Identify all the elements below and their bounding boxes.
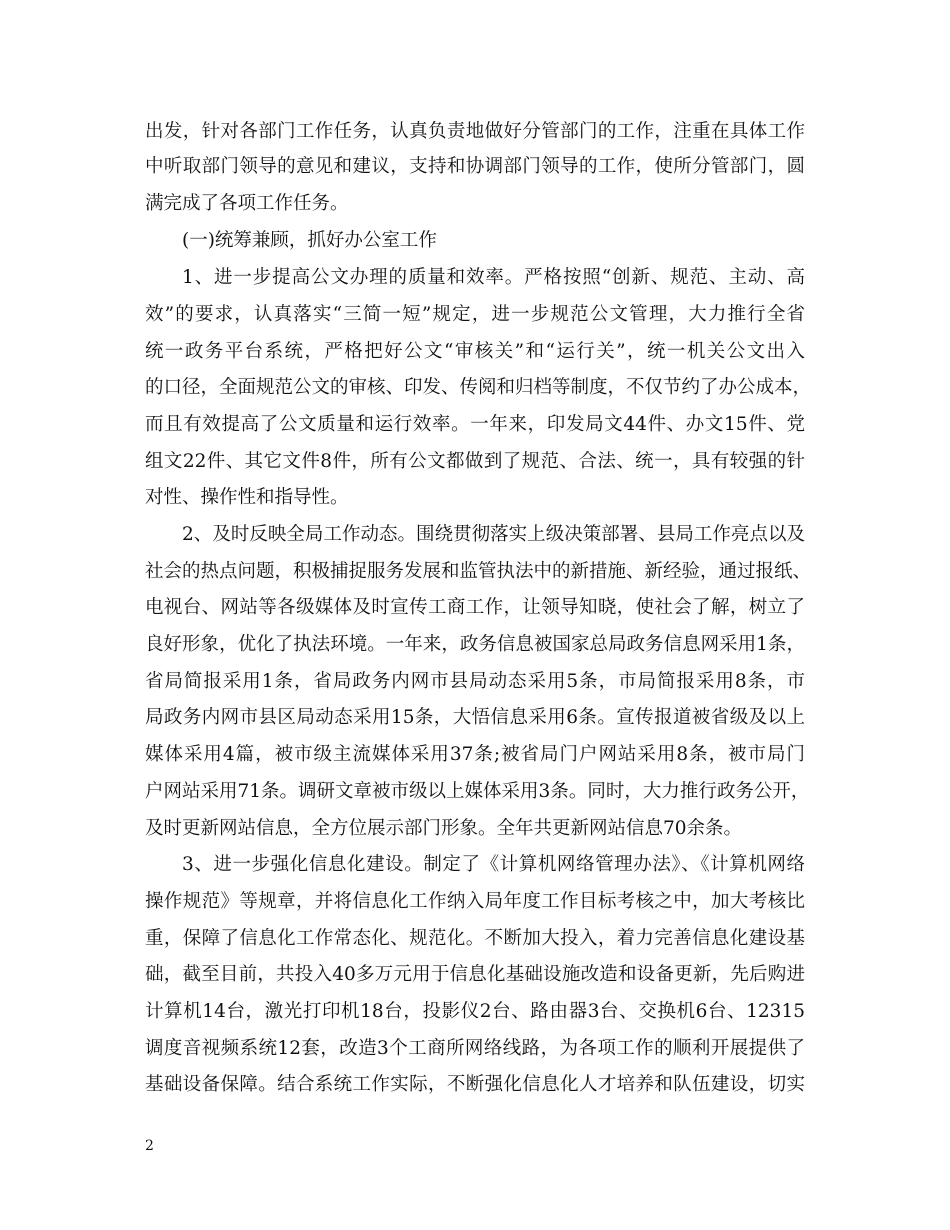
text-line: 效”的要求，认真落实“三简一短”规定，进一步规范公文管理，大力推行全省 (145, 304, 805, 325)
text-line: 统一政务平台系统，严格把好公文“审核关”和“运行关”，统一机关公文出入 (145, 341, 805, 362)
text-line: 重，保障了信息化工作常态化、规范化。不断加大投入，着力完善信息化建设基 (145, 928, 805, 949)
text-line: 的口径，全面规范公文的审核、印发、传阅和归档等制度，不仅节约了办公成本， (145, 377, 812, 398)
text-line: 局政务内网市县区局动态采用15条，大悟信息采用6条。宣传报道被省级及以上 (145, 707, 805, 728)
text-line: 计算机14台，激光打印机18台，投影仪2台、路由器3台、交换机6台、12315 (145, 1001, 805, 1022)
section-heading: (一)统筹兼顾，抓好办公室工作 (182, 230, 437, 251)
page-number: 2 (145, 1138, 154, 1154)
text-line: 社会的热点问题，积极捕捉服务发展和监管执法中的新措施、新经验，通过报纸、 (145, 561, 812, 582)
text-line: 1、进一步提高公文办理的质量和效率。严格按照“创新、规范、主动、高 (182, 267, 805, 288)
text-line: 出发，针对各部门工作任务，认真负责地做好分管部门的工作，注重在具体工作 (145, 121, 805, 142)
text-line: 2、及时反映全局工作动态。围绕贯彻落实上级决策部署、县局工作亮点以及 (182, 524, 805, 545)
text-line: 媒体采用4篇，被市级主流媒体采用37条;被省局门户网站采用8条，被市局门 (145, 744, 805, 765)
text-line: 中听取部门领导的意见和建议，支持和协调部门领导的工作，使所分管部门，圆 (145, 156, 805, 177)
text-line: 础，截至目前，共投入40多万元用于信息化基础设施改造和设备更新，先后购进 (145, 964, 805, 985)
text-line: 而且有效提高了公文质量和运行效率。一年来，印发局文44件、办文15件、党 (145, 414, 805, 435)
text-line: 省局简报采用1条，省局政务内网市县局动态采用5条，市局简报采用8条，市 (145, 671, 805, 692)
text-line: 调度音视频系统12套，改造3个工商所网络线路，为各项工作的顺利开展提供了 (145, 1038, 805, 1059)
text-line: 户网站采用71条。调研文章被市级以上媒体采用3条。同时，大力推行政务公开， (145, 781, 810, 802)
text-line: 基础设备保障。结合系统工作实际，不断强化信息化人才培养和队伍建设，切实 (145, 1074, 805, 1095)
text-line: 及时更新网站信息，全方位展示部门形象。全年共更新网站信息70余条。 (145, 818, 743, 839)
text-line: 电视台、网站等各级媒体及时宣传工商工作，让领导知晓，使社会了解，树立了 (145, 597, 805, 618)
text-line: 良好形象，优化了执法环境。一年来，政务信息被国家总局政务信息网采用1条， (145, 634, 805, 655)
text-line: 3、进一步强化信息化建设。制定了《计算机网络管理办法》、《计算机网络 (182, 854, 805, 875)
text-line: 对性、操作性和指导性。 (145, 487, 349, 508)
text-line: 满完成了各项工作任务。 (145, 193, 349, 214)
text-line: 操作规范》等规章，并将信息化工作纳入局年度工作目标考核之中，加大考核比 (145, 891, 805, 912)
text-line: 组文22件、其它文件8件，所有公文都做到了规范、合法、统一，具有较强的针 (145, 451, 805, 472)
